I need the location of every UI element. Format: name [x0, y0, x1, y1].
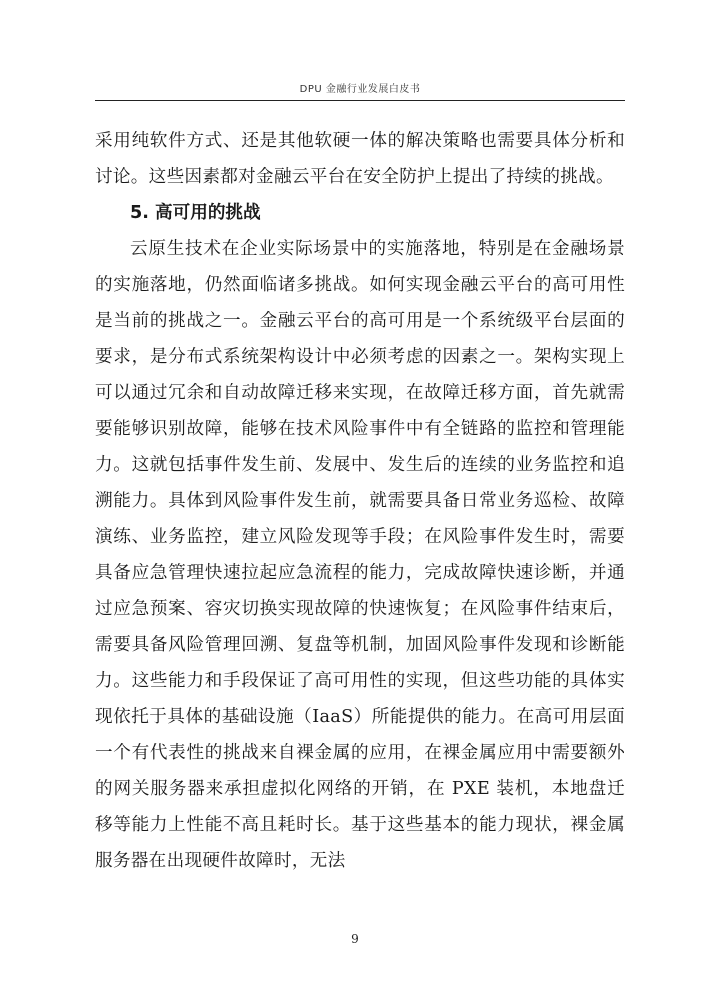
body-paragraph-high-availability: 云原生技术在企业实际场景中的实施落地，特别是在金融场景的实施落地，仍然面临诸多挑战。如何实现金融云平台的高可用性是当前的挑战之一。金融云平台的高可用是一个系统级平台层面的要求，是分布式系统架构设计中必须考虑的因素之一。架构实现上可以通过冗余和自动故障迁移来实现，在故障迁移方面，首先就需要能够识别故障，能够在技术风险事件中有全链路的监控和管理能力。这就包括事件发生前、发展中、发生后的连续的业务监控和追溯能力。具体到风险事件发生前，就需要具备日常业务巡检、故障演练、业务监控，建立风险发现等手段；在风险事件发生时，需要具备应急管理快速拉起应急流程的能力，完成故障快速诊断，并通过应急预案、容灾切换实现故障的快速恢复；在风险事件结束后，需要具备风险管理回溯、复盘等机制，加固风险事件发现和诊断能力。这些能力和手段保证了高可用性的实现，但这些功能的具体实现依托于具体的基础设施（IaaS）所能提供的能力。在高可用层面一个有代表性的挑战来自裸金属的应用，在裸金属应用中需要额外的网关服务器来承担虚拟化网络的开销，在 PXE 装机，本地盘迁移等能力上性能不高且耗时长。基于这些基本的能力现状，裸金属服务器在出现硬件故障时，无法: [95, 239, 625, 871]
page-header-title: DPU 金融行业发展白皮书: [299, 84, 421, 95]
body-paragraph-continuation: 采用纯软件方式、还是其他软硬一体的解决策略也需要具体分析和讨论。这些因素都对金融云平台在安全防护上提出了持续的挑战。: [95, 131, 625, 187]
page-number: 9: [351, 932, 359, 946]
page-body: [95, 123, 625, 879]
section-heading: 5. 高可用的挑战: [130, 203, 261, 223]
header-divider: [95, 100, 625, 101]
